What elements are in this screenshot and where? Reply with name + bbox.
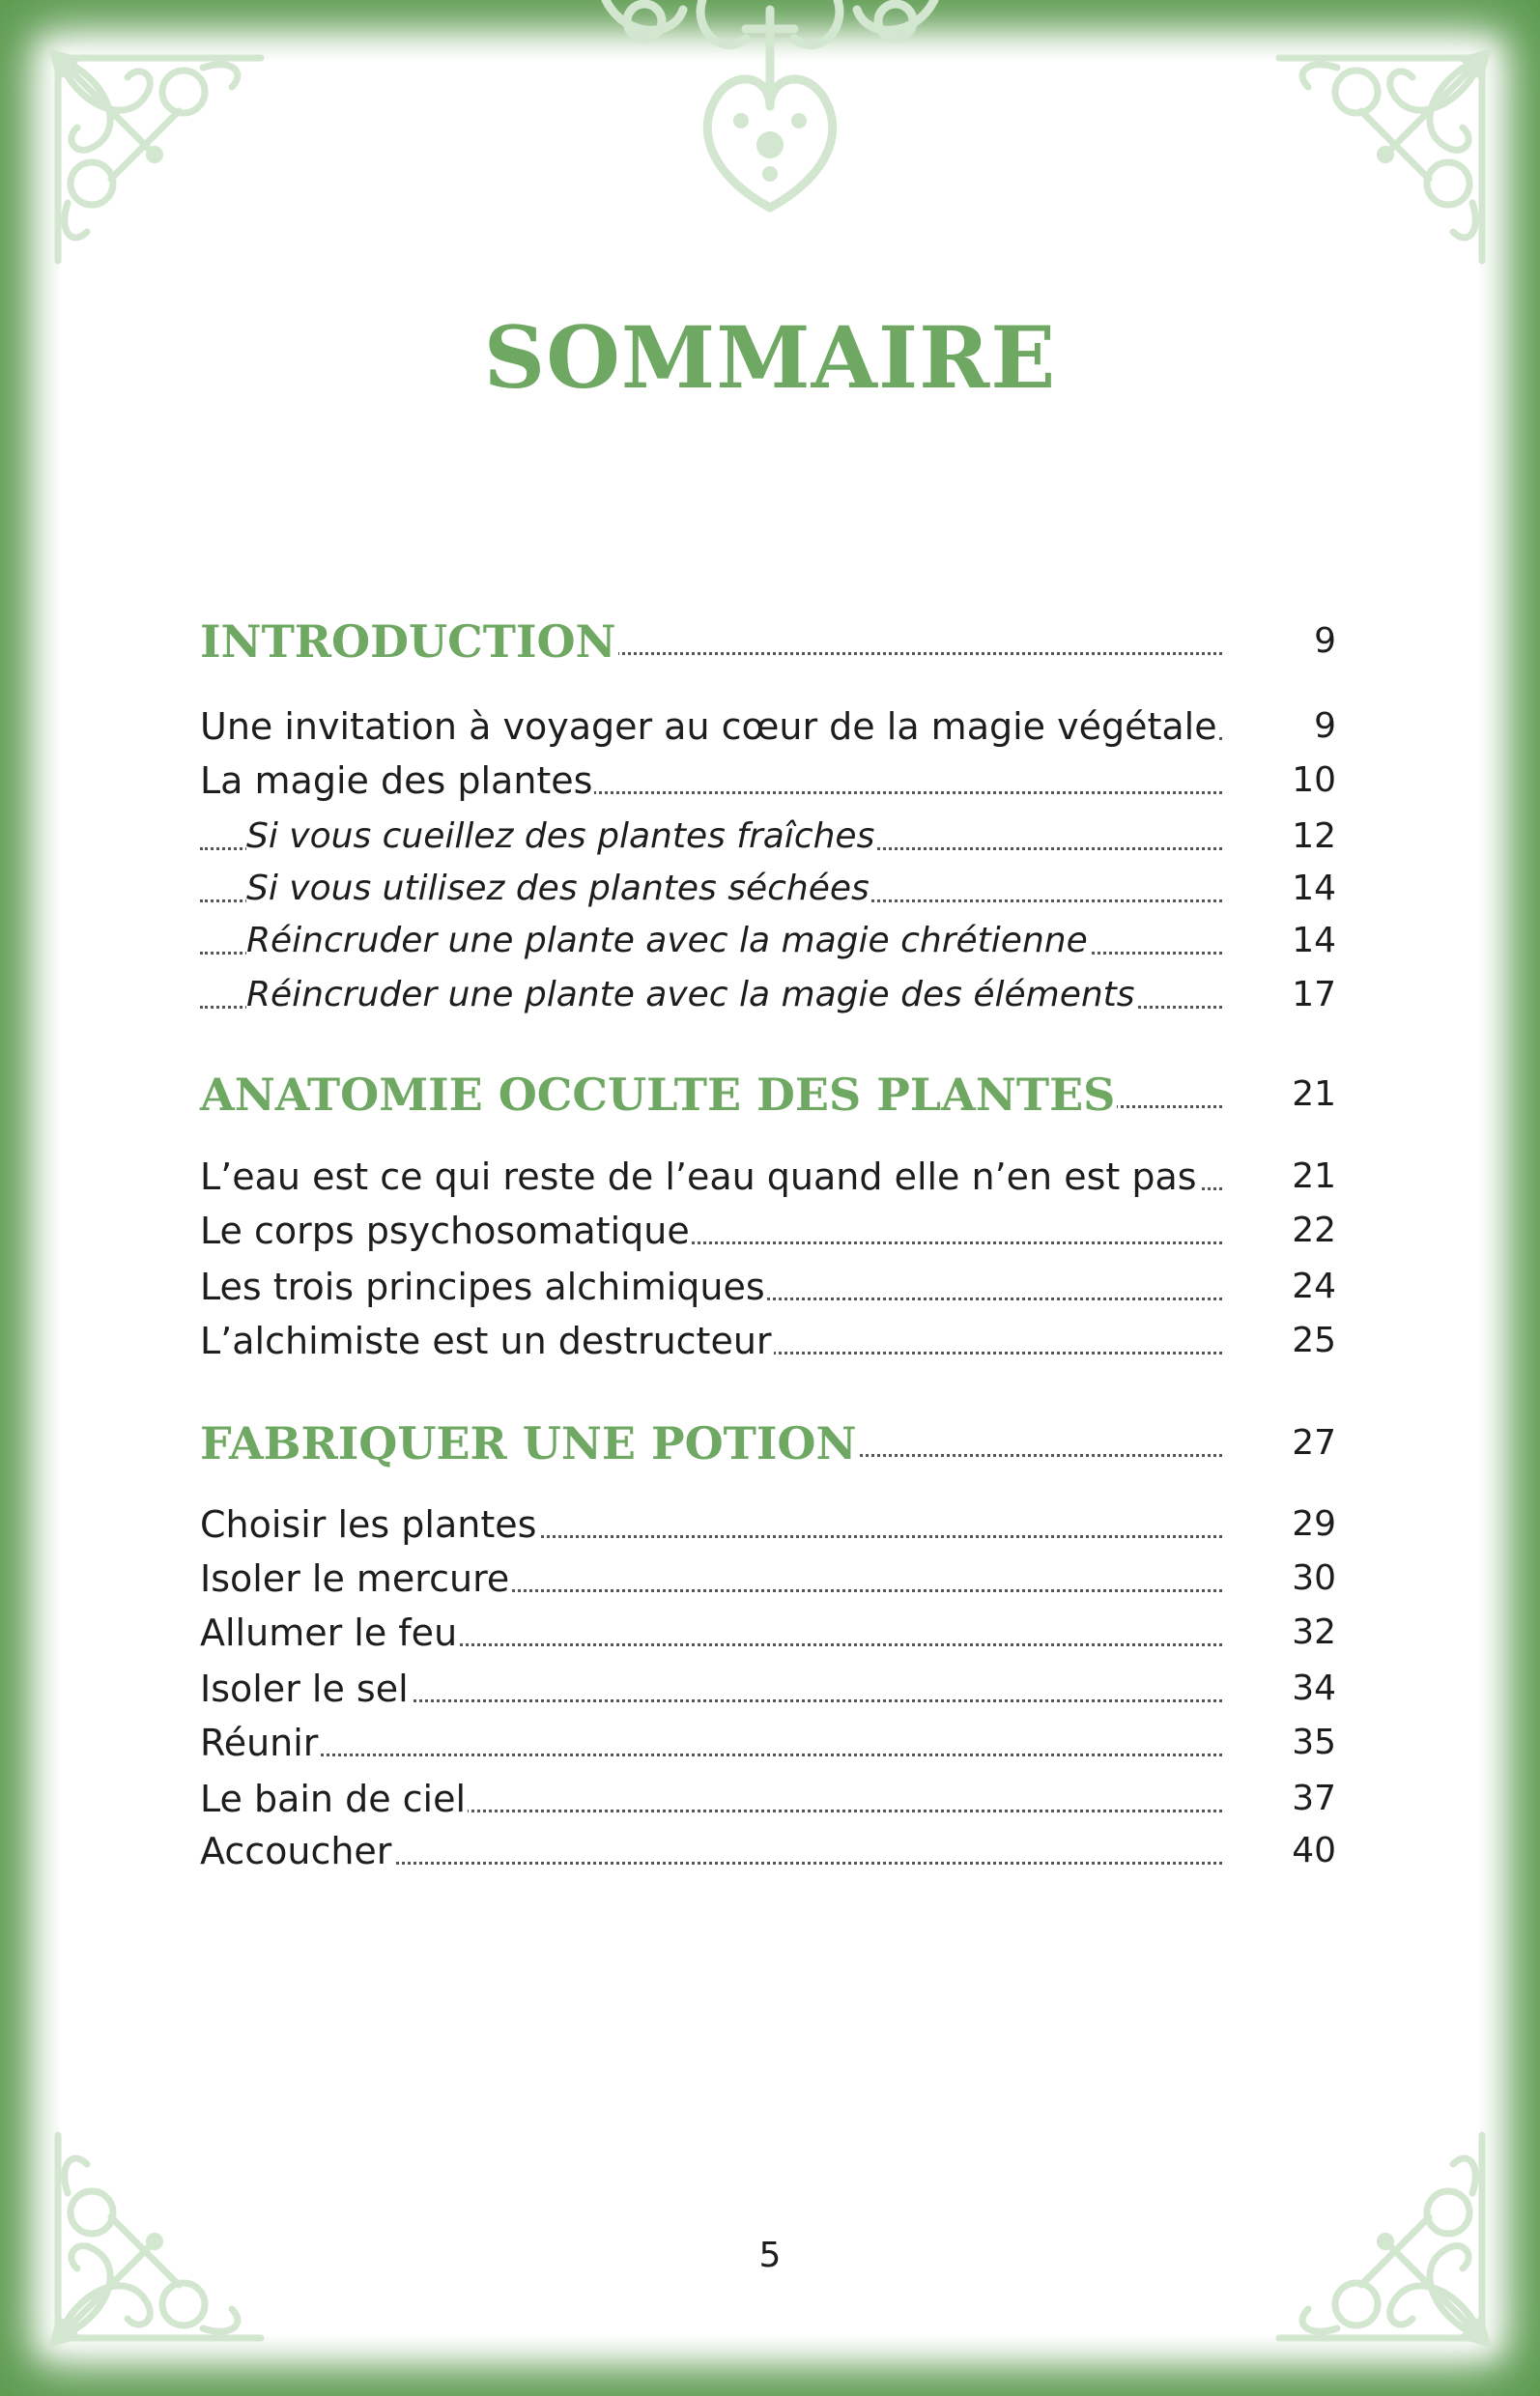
page-title: SOMMAIRE bbox=[483, 307, 1057, 408]
toc-entry-label: Isoler le mercure bbox=[200, 1552, 511, 1606]
toc-entry-label: Réunir bbox=[200, 1716, 320, 1770]
toc-entry-label: Si vous cueillez des plantes fraîches bbox=[246, 810, 876, 864]
toc-subentry bbox=[200, 810, 1336, 864]
toc-entry-page: 22 bbox=[1292, 1211, 1336, 1250]
toc-entry bbox=[200, 1824, 1336, 1878]
toc-section-heading bbox=[200, 1068, 1336, 1122]
toc-entry bbox=[200, 1606, 1336, 1660]
toc-entry-label: ANATOMIE OCCULTE DES PLANTES bbox=[200, 1069, 1116, 1121]
toc-entry-page: 10 bbox=[1292, 760, 1336, 800]
toc-entry bbox=[200, 1772, 1336, 1826]
toc-entry bbox=[200, 754, 1336, 808]
toc-entry bbox=[200, 1662, 1336, 1716]
toc-entry-page: 35 bbox=[1292, 1723, 1336, 1762]
toc-entry-page: 34 bbox=[1292, 1669, 1336, 1708]
toc-entry bbox=[200, 1552, 1336, 1606]
toc-entry-page: 25 bbox=[1292, 1321, 1336, 1360]
toc-entry-page: 27 bbox=[1292, 1423, 1336, 1463]
toc-entry-label: Réincruder une plante avec la magie chrétienne bbox=[246, 914, 1090, 968]
toc-entry-label: La magie des plantes bbox=[200, 754, 594, 808]
toc-entry-page: 30 bbox=[1292, 1558, 1336, 1598]
toc-entry-page: 37 bbox=[1292, 1779, 1336, 1818]
toc-entry-page: 21 bbox=[1292, 1156, 1336, 1196]
toc-entry-label: Une invitation à voyager au cœur de la magie végétale bbox=[200, 699, 1219, 754]
toc-entry bbox=[200, 1716, 1336, 1770]
toc-entry bbox=[200, 1498, 1336, 1552]
toc-entry-page: 29 bbox=[1292, 1504, 1336, 1544]
toc-entry-page: 17 bbox=[1292, 975, 1336, 1014]
toc-entry bbox=[200, 1150, 1336, 1204]
toc-entry-page: 9 bbox=[1314, 621, 1336, 661]
dot-leader bbox=[200, 1754, 1222, 1756]
toc-entry-label: Le bain de ciel bbox=[200, 1772, 468, 1826]
toc-entry-page: 12 bbox=[1292, 816, 1336, 856]
toc-entry-label: L’eau est ce qui reste de l’eau quand elle n’en est pas bbox=[200, 1150, 1199, 1204]
toc-entry bbox=[200, 1314, 1336, 1368]
toc-entry-label: Allumer le feu bbox=[200, 1606, 459, 1660]
page-number: 5 bbox=[758, 2236, 782, 2275]
toc-subentry bbox=[200, 862, 1336, 916]
toc-entry-page: 32 bbox=[1292, 1612, 1336, 1652]
toc-entry-page: 14 bbox=[1292, 921, 1336, 960]
toc-entry-page: 14 bbox=[1292, 869, 1336, 908]
toc-entry-page: 9 bbox=[1314, 706, 1336, 746]
toc-entry-page: 21 bbox=[1292, 1074, 1336, 1114]
toc-entry-page: 40 bbox=[1292, 1831, 1336, 1870]
toc-entry bbox=[200, 1204, 1336, 1258]
toc-section-heading bbox=[200, 1416, 1336, 1470]
toc-entry-label: FABRIQUER UNE POTION bbox=[200, 1417, 857, 1469]
toc-subentry bbox=[200, 968, 1336, 1022]
toc-subentry bbox=[200, 914, 1336, 968]
toc-entry-label: Choisir les plantes bbox=[200, 1498, 538, 1552]
toc-section-heading bbox=[200, 614, 1336, 669]
toc-entry-label: Si vous utilisez des plantes séchées bbox=[246, 862, 871, 916]
toc-entry-label: Réincruder une plante avec la magie des éléments bbox=[246, 968, 1137, 1022]
table-of-contents bbox=[200, 0, 1336, 2396]
toc-entry-label: Les trois principes alchimiques bbox=[200, 1260, 767, 1314]
toc-entry-label: INTRODUCTION bbox=[200, 615, 616, 668]
toc-entry bbox=[200, 699, 1336, 754]
toc-entry-label: L’alchimiste est un destructeur bbox=[200, 1314, 774, 1368]
toc-entry-label: Isoler le sel bbox=[200, 1662, 411, 1716]
toc-entry-label: Accoucher bbox=[200, 1824, 393, 1878]
toc-entry-label: Le corps psychosomatique bbox=[200, 1204, 692, 1258]
toc-entry bbox=[200, 1260, 1336, 1314]
toc-entry-page: 24 bbox=[1292, 1267, 1336, 1306]
